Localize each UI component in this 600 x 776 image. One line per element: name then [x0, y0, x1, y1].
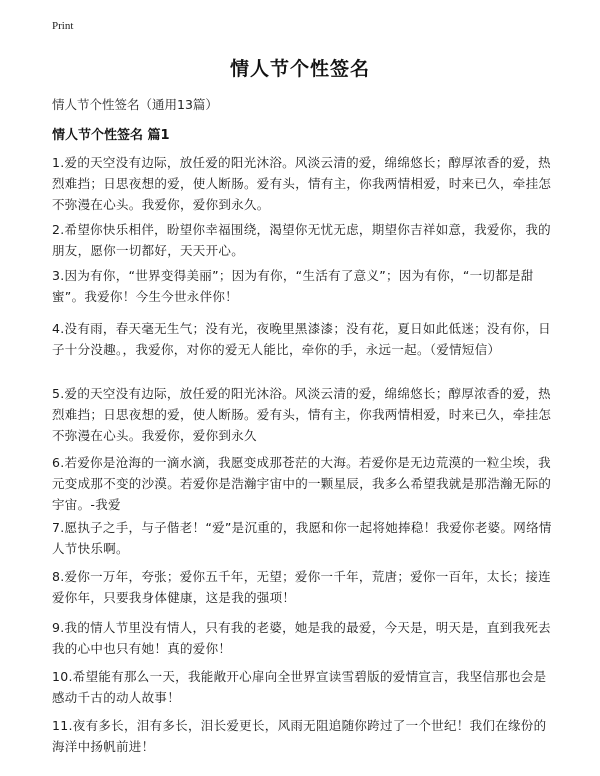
- paragraph-3: 3.因为有你，“世界变得美丽”；因为有你，“生活有了意义”；因为有你，“一切都是甜蜜”。我爱你！今生今世永伴你！: [52, 268, 534, 304]
- paragraph-1: 1.爱的天空没有边际，放任爱的阳光沐浴。风淡云清的爱，绵绵悠长；醇厚浓香的爱，热烈难挡；日思夜想的爱，使人断肠。爱有头，情有主，你我两情相爱，时来已久，牵挂怎不弥漫在心头。我爱你，爱你到永久。: [52, 155, 552, 212]
- paragraph-8: 8.爱你一万年，夸张；爱你五千年，无望；爱你一千年，荒唐；爱你一百年，太长；接连爱你年，只要我身体健康，这是我的强项！: [52, 569, 551, 605]
- paragraph-10: 10.希望能有那么一天，我能敞开心扉向全世界宣读雪碧版的爱情宣言，我坚信那也会是感动千古的动人故事！: [52, 669, 547, 705]
- paragraph-5: 5.爱的天空没有边际，放任爱的阳光沐浴。风淡云清的爱，绵绵悠长；醇厚浓香的爱，热烈难挡；日思夜想的爱，使人断肠。爱有头，情有主，你我两情相爱，时来已久，牵挂怎不弥漫在心头。我爱你，爱你到永久: [52, 386, 552, 443]
- paragraph-7: 7.愿执子之手，与子偕老！“爱”是沉重的，我愿和你一起将她捧稳！我爱你老婆。网络情人节快乐啊。: [52, 520, 552, 556]
- document-subtitle: 情人节个性签名（通用13篇）: [52, 97, 218, 112]
- paragraph-11: 11.夜有多长，泪有多长，泪长爱更长，风雨无阻追随你跨过了一个世纪！我们在缘份的海洋中扬帆前进！: [52, 718, 547, 754]
- paragraph-4: 4.没有雨，春天毫无生气；没有光，夜晚里黑漆漆；没有花，夏日如此低迷；没有你，日子十分没趣。，我爱你，对你的爱无人能比，牵你的手，永远一起。（爱情短信）: [52, 321, 551, 357]
- paragraph-6: 6.若爱你是沧海的一滴水滴，我愿变成那苍茫的大海。若爱你是无边荒漠的一粒尘埃，我元变成那不变的沙漠。若爱你是浩瀚宇宙中的一颗星辰，我多么希望我就是那浩瀚无际的宇宙。-我爱: [52, 455, 552, 512]
- section-heading: 情人节个性签名 篇1: [52, 128, 170, 143]
- print-label: Print: [52, 20, 74, 32]
- document-title: 情人节个性签名: [229, 58, 370, 80]
- paragraph-9: 9.我的情人节里没有情人，只有我的老婆，她是我的最爱，今天是，明天是，直到我死去我的心中也只有她！真的爱你！: [52, 620, 551, 656]
- paragraph-2: 2.希望你快乐相伴，盼望你幸福围绕，渴望你无忧无虑，期望你吉祥如意，我爱你，我的朋友，愿你一切都好，天天开心。: [52, 222, 551, 258]
